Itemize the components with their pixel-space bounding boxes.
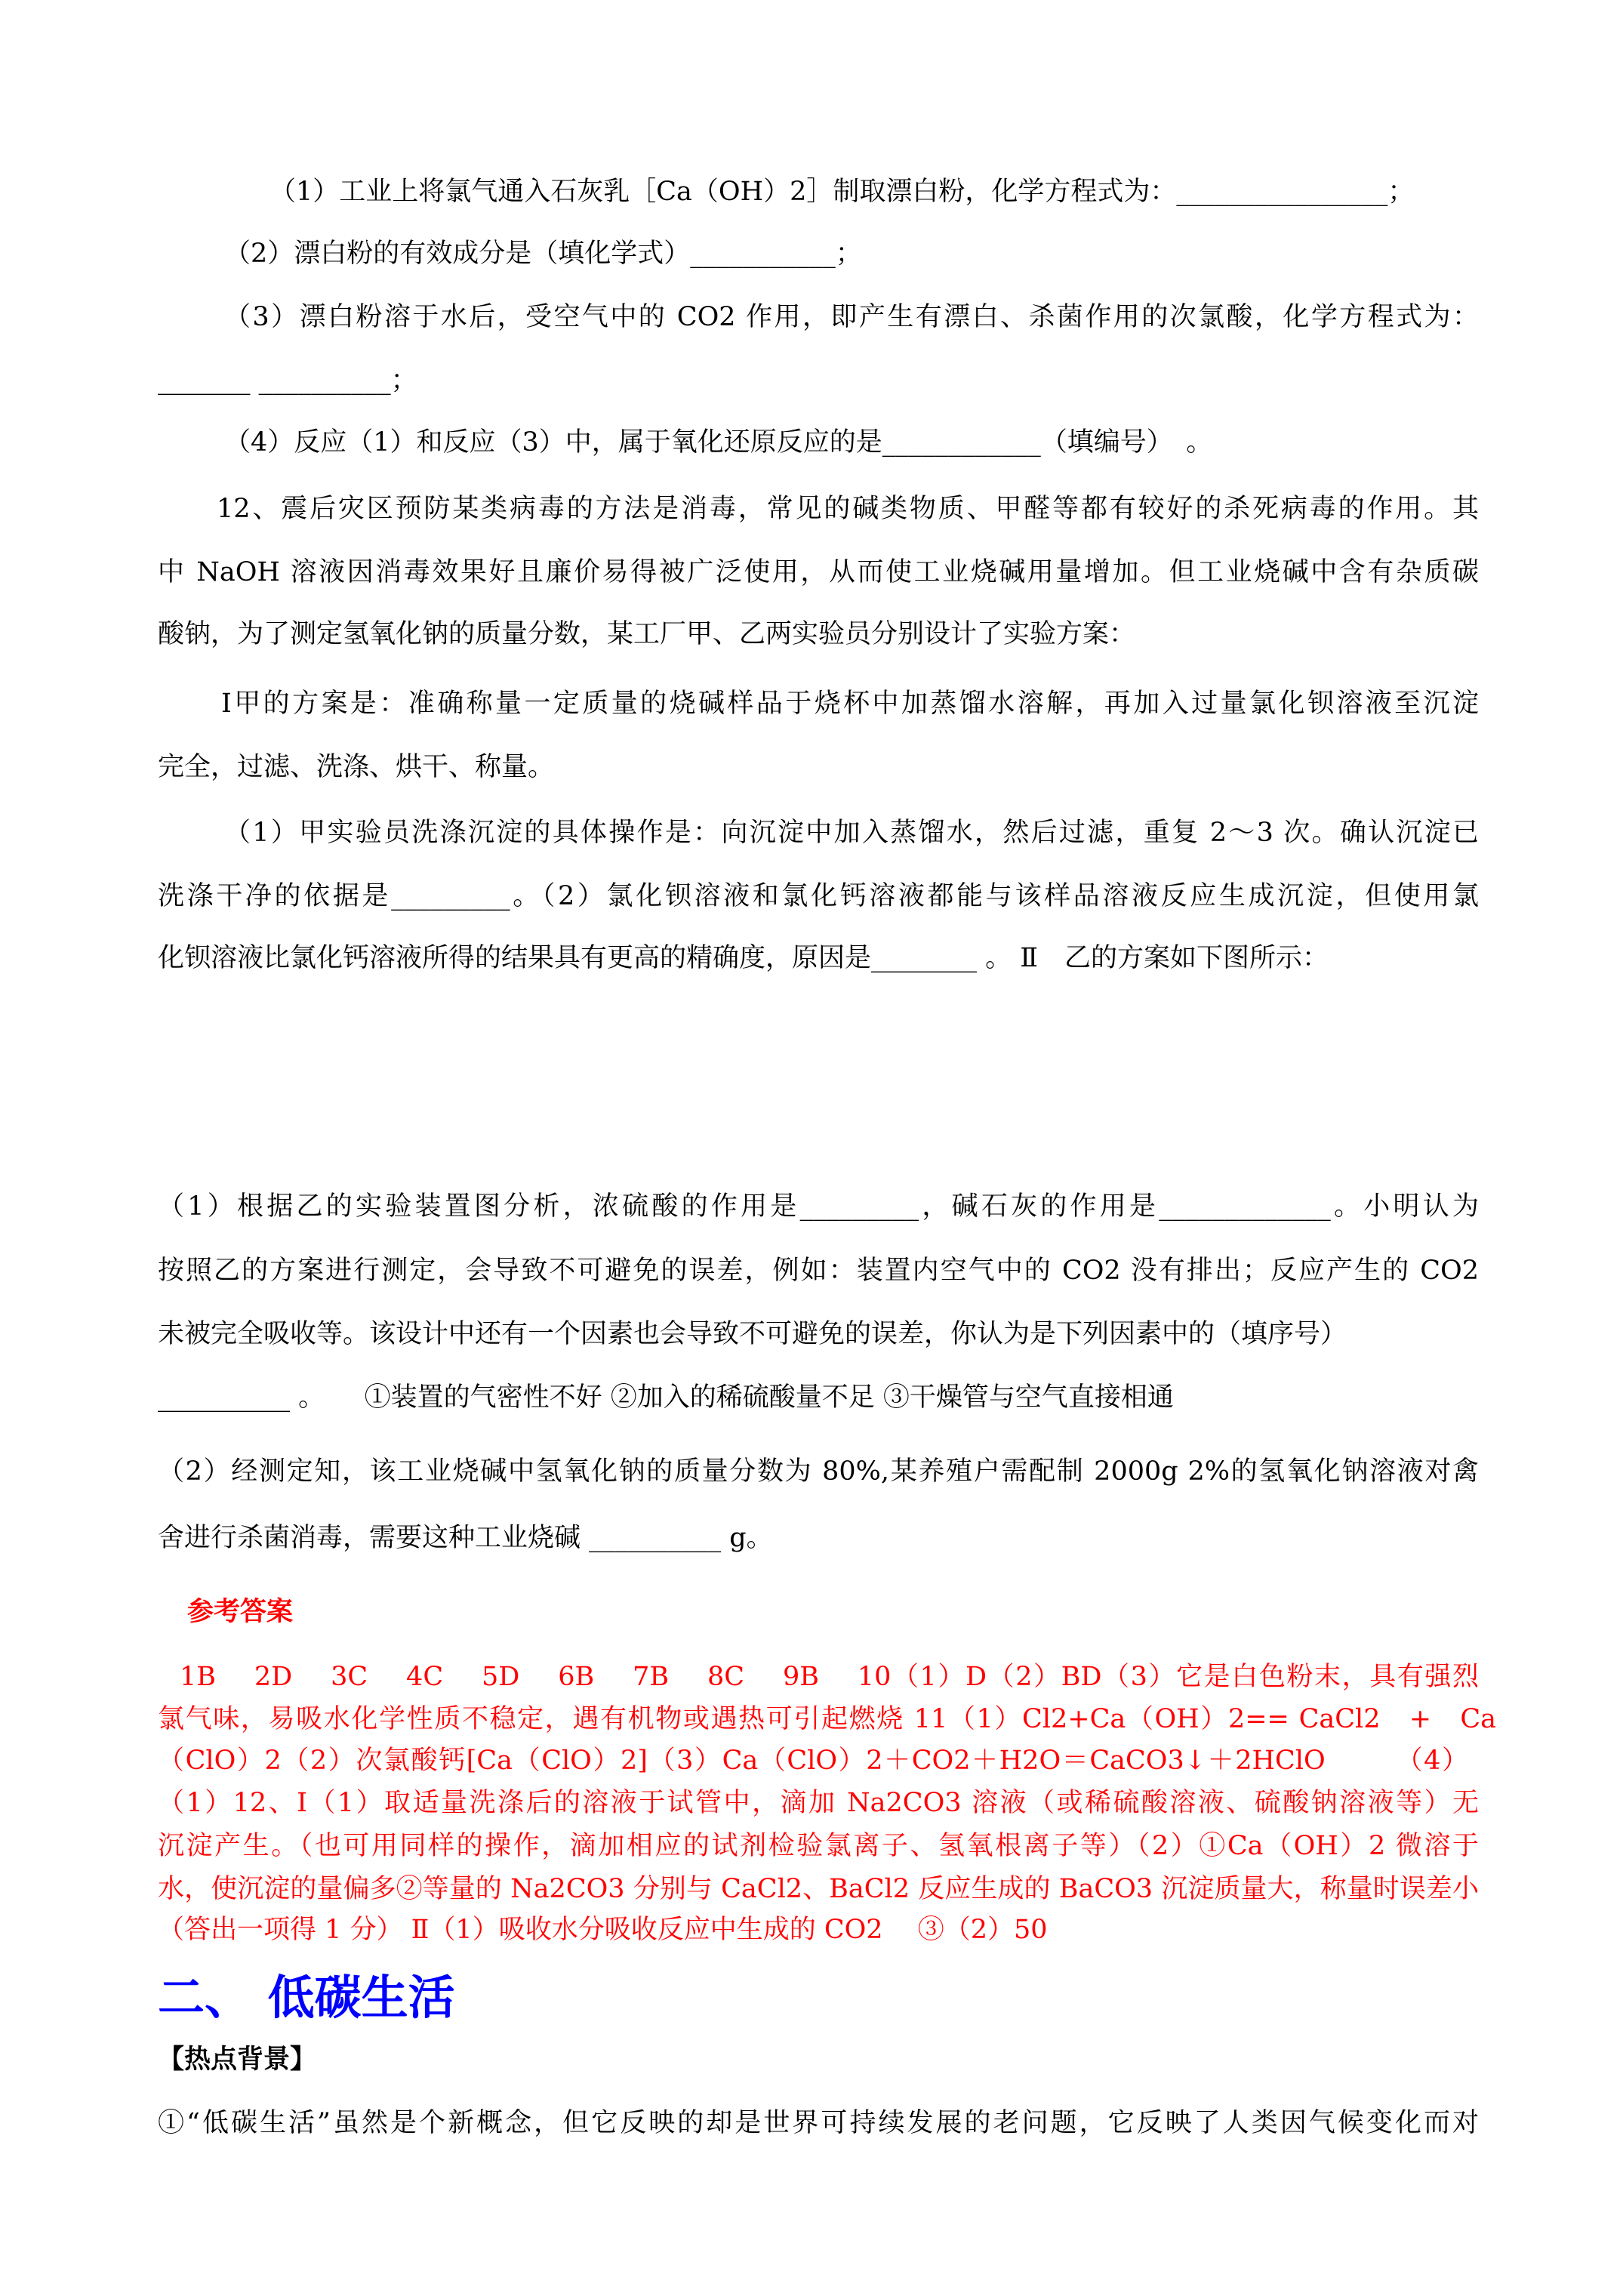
answer-line: 沉淀产生。（也可用同样的操作，滴加相应的试剂检验氯离子、氢氧根离子等）（2）①Ca（OH）2 微溶于: [158, 1831, 1479, 1861]
q11-part3-line1: （3）漂白粉溶于水后，受空气中的 CO2 作用，即产生有漂白、杀菌作用的次氯酸，化学方程式为：: [224, 302, 1479, 332]
hot-background-label: 【热点背景】: [158, 2044, 317, 2075]
section-heading: 二、 低碳生活: [158, 1970, 455, 2025]
q11-part4: （4）反应（1）和反应（3）中，属于氧化还原反应的是____________（填编号） 。: [224, 427, 1213, 458]
background-text-line: ①“低碳生活”虽然是个新概念，但它反映的却是世界可持续发展的老问题，它反映了人类因气候变化而对: [158, 2108, 1479, 2138]
q12-intro-line: 12、震后灾区预防某类病毒的方法是消毒，常见的碱类物质、甲醛等都有较好的杀死病毒的作用。其: [217, 494, 1479, 524]
q12-plan1-line: Ⅰ甲的方案是：准确称量一定质量的烧碱样品于烧杯中加蒸馏水溶解，再加入过量氯化钡溶液至沉淀: [221, 689, 1479, 719]
answer-line: 氯气味，易吸水化学性质不稳定，遇有机物或遇热可引起燃烧 11（1）Cl2+Ca（OH）2== CaCl2 + Ca: [158, 1704, 1496, 1734]
answer-line: 水，使沉淀的量偏多②等量的 Na2CO3 分别与 CaCl2、BaCl2 反应生成的 BaCO3 沉淀质量大，称量时误差小: [158, 1874, 1479, 1904]
q11-part2: （2）漂白粉的有效成分是（填化学式）___________；: [224, 239, 862, 269]
q12-plan2-question1-line: （1）根据乙的实验装置图分析，浓硫酸的作用是_________，碱石灰的作用是_____________。小明认为: [158, 1191, 1479, 1222]
q12-plan2-question1-line: __________ 。 ①装置的气密性不好 ②加入的稀硫酸量不足 ③干燥管与空气直接相通: [158, 1382, 1174, 1413]
q12-plan1-line: 完全，过滤、洗涤、烘干、称量。: [158, 752, 555, 782]
answer-line: （答出一项得 1 分） Ⅱ（1）吸收水分吸收反应中生成的 CO2 ③（2）50: [158, 1915, 1048, 1945]
q12-plan1-question-line: （1）甲实验员洗涤沉淀的具体操作是：向沉淀中加入蒸馏水，然后过滤，重复 2～3 次。确认沉淀已: [224, 818, 1479, 848]
q11-part3-line2: _______ __________；: [158, 365, 417, 396]
q12-plan1-question-line: 化钡溶液比氯化钙溶液所得的结果具有更高的精确度，原因是________ 。 Ⅱ 乙的方案如下图所示：: [158, 943, 1329, 973]
answer-line: 1B 2D 3C 4C 5D 6B 7B 8C 9B 10（1）D（2）BD（3）它是白色粉末，具有强烈: [180, 1662, 1479, 1692]
q12-plan2-question2-line: （2）经测定知，该工业烧碱中氢氧化钠的质量分数为 80%,某养殖户需配制 2000g 2%的氢氧化钠溶液对禽: [158, 1456, 1479, 1487]
q12-plan2-question2-line: 舍进行杀菌消毒，需要这种工业烧碱 __________ g。: [158, 1523, 773, 1553]
q12-intro-line: 中 NaOH 溶液因消毒效果好且廉价易得被广泛使用，从而使工业烧碱用量增加。但工业烧碱中含有杂质碳: [158, 557, 1479, 587]
answer-line: （1）12、Ⅰ（1）取适量洗涤后的溶液于试管中，滴加 Na2CO3 溶液（或稀硫酸溶液、硫酸钠溶液等）无: [158, 1788, 1479, 1818]
q12-plan1-question-line: 洗涤干净的依据是_________。（2）氯化钡溶液和氯化钙溶液都能与该样品溶液反应生成沉淀，但使用氯: [158, 881, 1479, 911]
q12-plan2-question1-line: 未被完全吸收等。该设计中还有一个因素也会导致不可避免的误差，你认为是下列因素中的（填序号）: [158, 1319, 1347, 1349]
answer-line: （ClO）2（2）次氯酸钙[Ca（ClO）2]（3）Ca（ClO）2＋CO2＋H2O＝CaCO3↓＋2HClO （4）: [158, 1746, 1468, 1776]
q12-plan2-question1-line: 按照乙的方案进行测定，会导致不可避免的误差，例如：装置内空气中的 CO2 没有排出；反应产生的 CO2: [158, 1256, 1479, 1286]
q11-part1: （1）工业上将氯气通入石灰乳［Ca（OH）2］制取漂白粉，化学方程式为：________________；: [269, 177, 1415, 207]
answers-title: 参考答案: [187, 1596, 294, 1627]
q12-intro-line: 酸钠，为了测定氢氧化钠的质量分数，某工厂甲、乙两实验员分别设计了实验方案：: [158, 619, 1136, 649]
